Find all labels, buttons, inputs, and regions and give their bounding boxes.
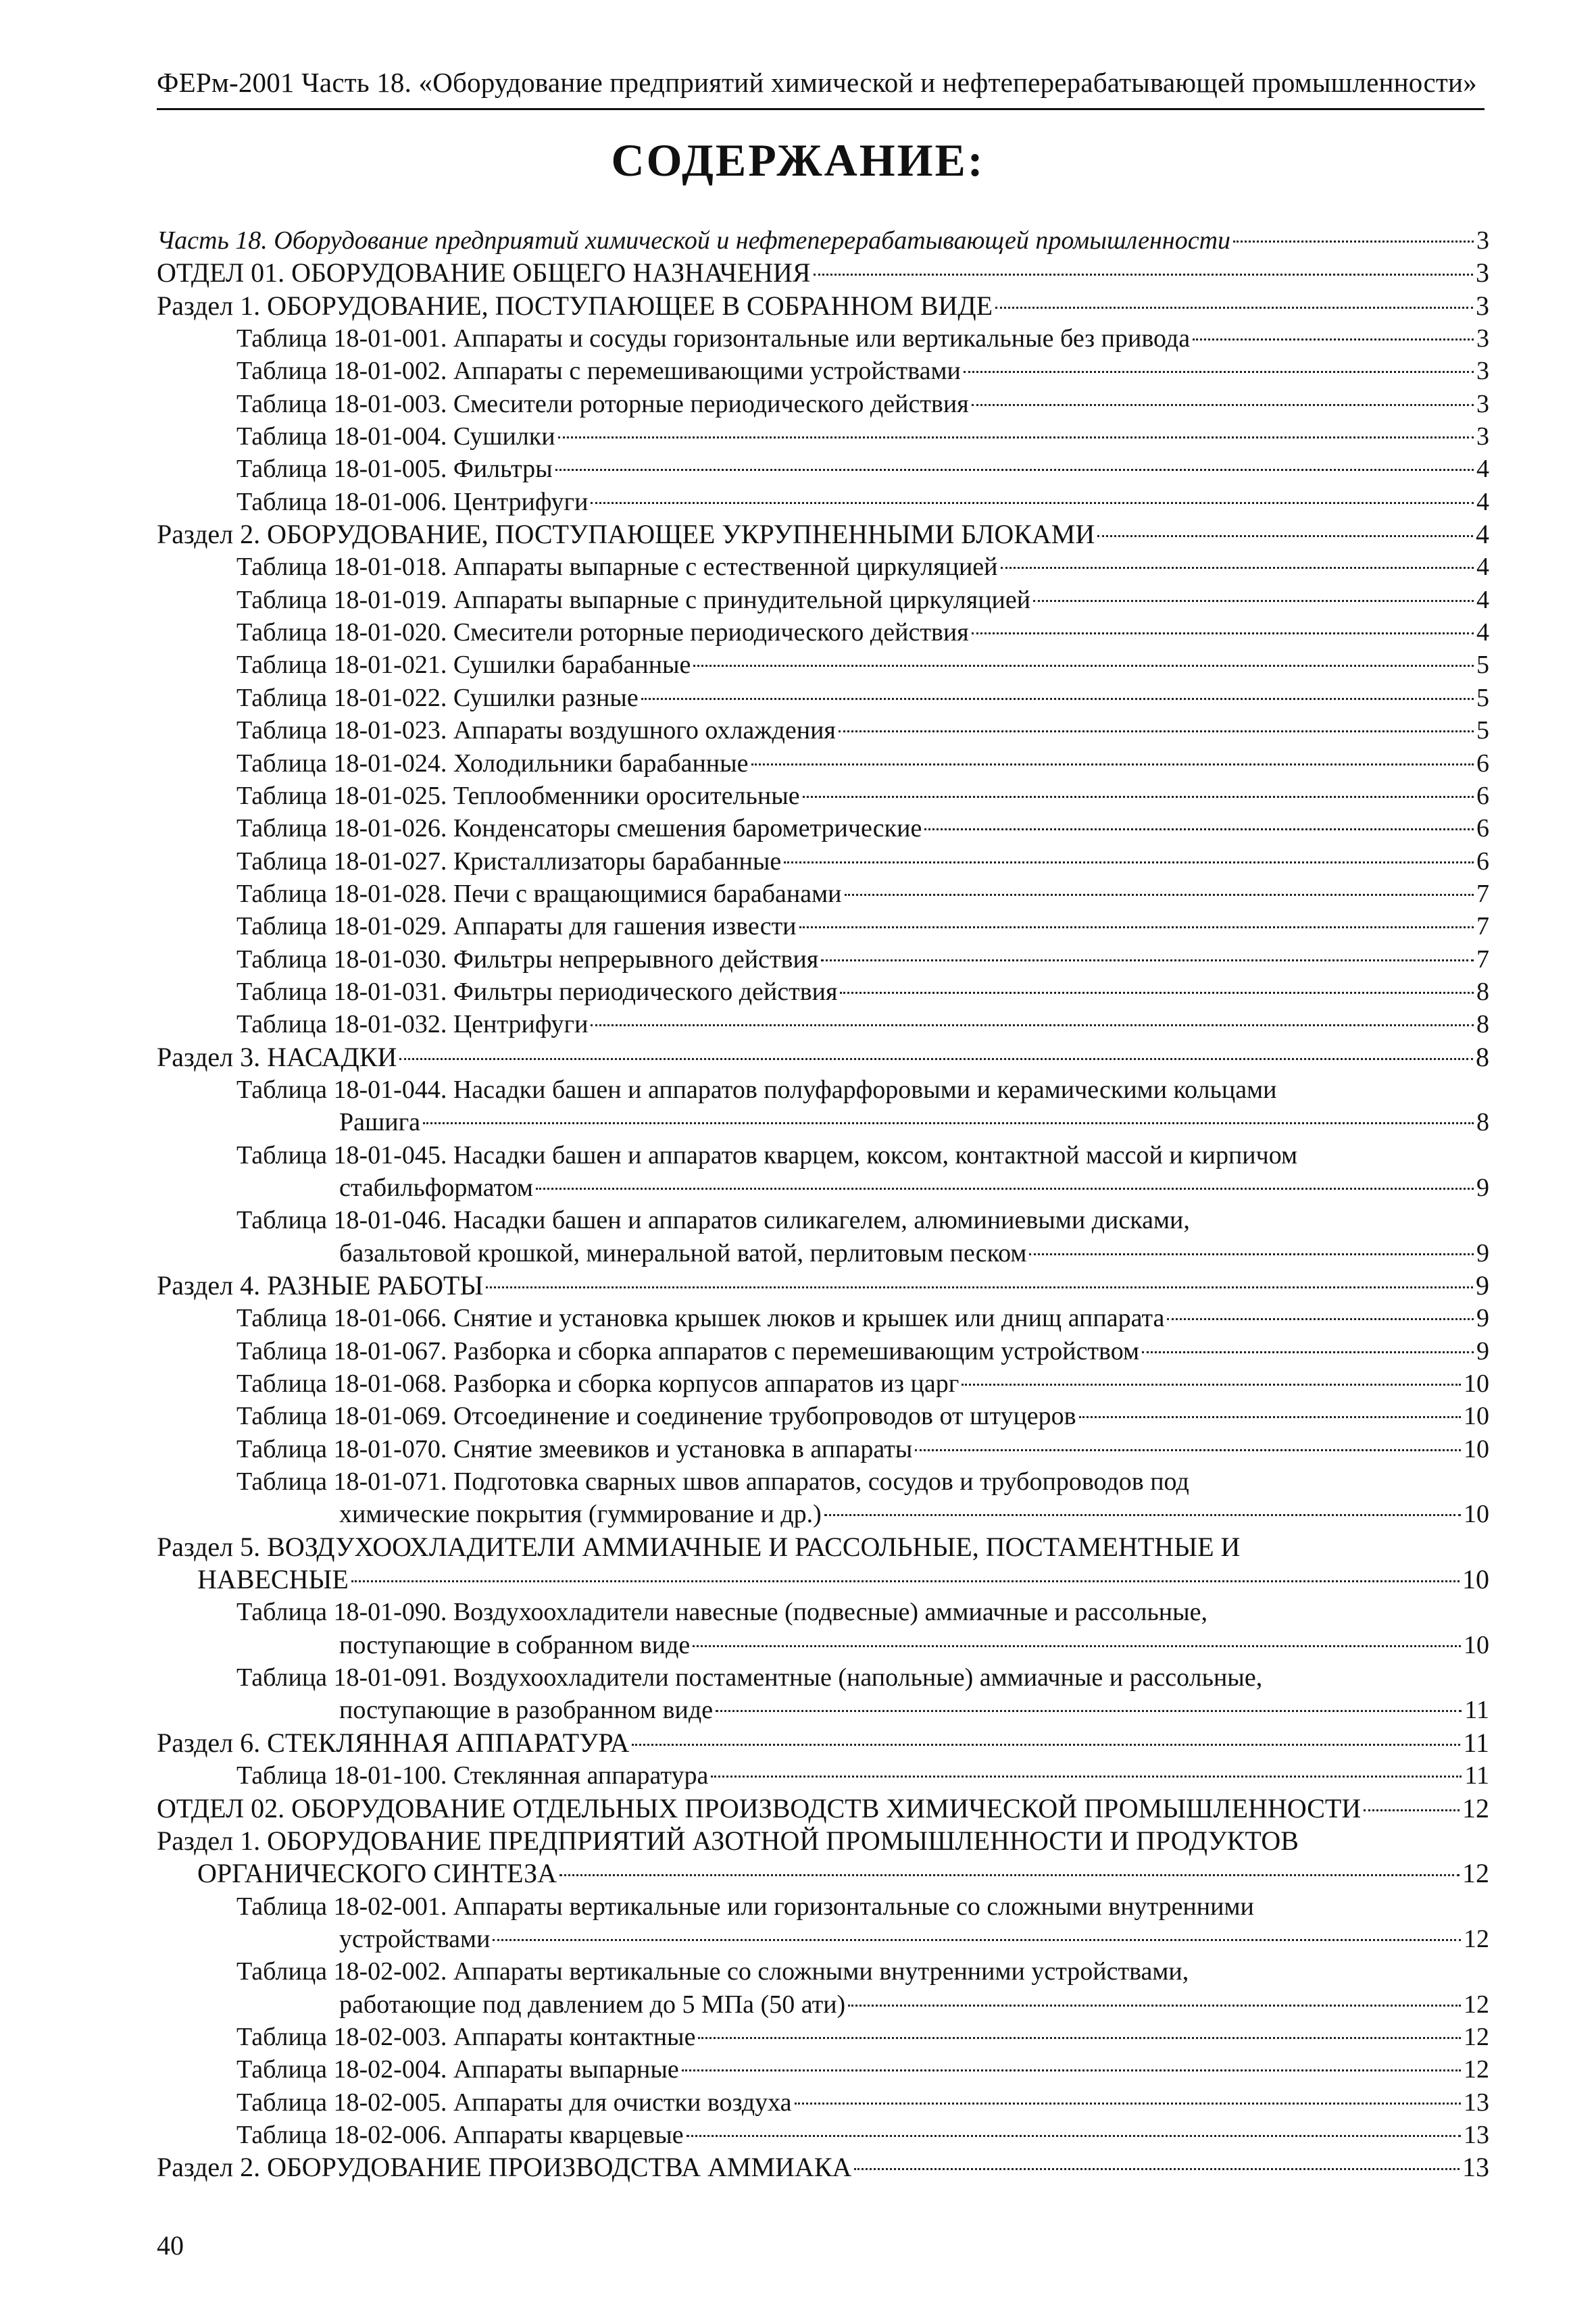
dot-leader	[493, 1939, 1461, 1941]
dot-leader	[1142, 1351, 1474, 1353]
toc-row	[0, 1269, 1596, 1302]
dot-leader	[591, 1024, 1474, 1026]
toc-entry-text: Раздел 1. ОБОРУДОВАНИЕ ПРЕДПРИЯТИЙ АЗОТНОЙ ПРОМЫШЛЕННОСТИ И ПРОДУКТОВ	[157, 1825, 1299, 1856]
toc-entry	[157, 1531, 1489, 1563]
toc-row	[0, 1465, 1596, 1498]
toc-entry	[236, 1008, 1489, 1040]
toc-row	[0, 1629, 1596, 1661]
toc-entry	[236, 1661, 1489, 1694]
toc-row	[0, 1531, 1596, 1563]
toc-entry-text: Таблица 18-01-022. Сушилки разные	[236, 683, 639, 712]
toc-entry-text: Таблица 18-01-032. Центрифуги	[236, 1010, 589, 1039]
toc-page-number: 10	[1462, 1564, 1489, 1595]
toc-row	[0, 1727, 1596, 1759]
toc-entry	[157, 1269, 1489, 1302]
toc-entry	[157, 518, 1489, 551]
toc-entry	[236, 420, 1489, 453]
page-title: СОДЕРЖАНИЕ:	[611, 134, 985, 186]
toc-entry-text: Таблица 18-01-067. Разборка и сборка аппаратов с перемешивающим устройством	[236, 1336, 1140, 1365]
toc-page-number: 3	[1476, 389, 1489, 418]
toc-row	[0, 257, 1596, 289]
toc-entry	[236, 1335, 1489, 1367]
toc-row	[0, 290, 1596, 322]
toc-row	[0, 1074, 1596, 1106]
toc-page-number: 8	[1476, 977, 1489, 1006]
dot-leader	[555, 469, 1474, 471]
dot-leader	[423, 1122, 1474, 1124]
toc-entry	[157, 1825, 1489, 1857]
toc-entry-text: Таблица 18-02-006. Аппараты кварцевые	[236, 2120, 684, 2149]
toc-row	[0, 1694, 1596, 1726]
toc-row	[0, 1923, 1596, 1955]
toc-row	[0, 649, 1596, 681]
toc-entry	[236, 1204, 1489, 1236]
toc-entry-text: химические покрытия (гуммирование и др.)	[339, 1500, 822, 1529]
toc-page-number: 11	[1464, 1761, 1489, 1790]
toc-page-number: 12	[1462, 1792, 1489, 1823]
dot-leader	[824, 1514, 1461, 1516]
toc-entry-text: Таблица 18-01-029. Аппараты для гашения извести	[236, 912, 797, 941]
dot-leader	[399, 1058, 1473, 1060]
toc-entry	[236, 878, 1489, 910]
toc-entry	[236, 976, 1489, 1008]
dot-leader	[814, 274, 1473, 276]
toc-entry	[236, 780, 1489, 812]
dot-leader	[1167, 1318, 1474, 1320]
running-header: ФЕРм-2001 Часть 18. «Оборудование предприятий химической и нефтеперерабатывающей промышленности»	[157, 67, 1477, 98]
dot-leader	[803, 796, 1474, 798]
toc-page-number: 10	[1464, 1630, 1489, 1659]
toc-page-number: 4	[1476, 455, 1489, 484]
dot-leader	[1029, 1253, 1474, 1255]
toc-page-number: 3	[1476, 226, 1489, 255]
toc-row	[0, 453, 1596, 485]
toc-page-number: 13	[1462, 2152, 1489, 2183]
toc-row	[0, 2053, 1596, 2086]
toc-entry	[157, 257, 1489, 289]
toc-page-number: 13	[1464, 2088, 1489, 2117]
toc-entry-text: Таблица 18-01-004. Сушилки	[236, 422, 555, 451]
toc-entry	[339, 1629, 1489, 1661]
toc-page-number: 10	[1464, 1434, 1489, 1463]
toc-entry	[236, 2086, 1489, 2119]
toc-row	[0, 812, 1596, 845]
toc-entry-text: Таблица 18-01-046. Насадки башен и аппаратов силикагелем, алюминиевыми дисками,	[236, 1206, 1190, 1235]
toc-entry	[236, 943, 1489, 976]
toc-entry-text: НАВЕСНЫЕ	[197, 1564, 349, 1595]
dot-leader	[698, 2037, 1461, 2039]
toc-row	[0, 224, 1596, 257]
toc-entry	[339, 1923, 1489, 1955]
toc-page-number: 12	[1464, 1924, 1489, 1953]
toc-entry-text: базальтовой крошкой, минеральной ватой, перлитовым песком	[339, 1238, 1027, 1267]
toc-row	[0, 1139, 1596, 1172]
toc-row	[0, 1988, 1596, 2021]
toc-page-number: 6	[1476, 847, 1489, 876]
toc-page-number: 9	[1476, 1173, 1489, 1202]
toc-entry	[339, 1172, 1489, 1204]
toc-entry-text: Таблица 18-02-001. Аппараты вертикальные или горизонтальные со сложными внутренними	[236, 1892, 1254, 1921]
toc-entry-text: Таблица 18-01-091. Воздухоохладители постаментные (напольные) аммиачные и рассольные,	[236, 1663, 1263, 1692]
dot-leader	[1193, 338, 1474, 341]
toc-entry	[197, 1563, 1489, 1596]
toc-entry-text: Таблица 18-01-023. Аппараты воздушного охлаждения	[236, 716, 836, 745]
toc-page-number: 10	[1464, 1500, 1489, 1529]
dot-leader	[972, 404, 1474, 406]
toc-row	[0, 616, 1596, 649]
toc-entry	[236, 616, 1489, 649]
toc-row	[0, 1433, 1596, 1465]
toc-entry-text: Раздел 5. ВОЗДУХООХЛАДИТЕЛИ АММИАЧНЫЕ И РАССОЛЬНЫЕ, ПОСТАМЕНТНЫЕ И	[157, 1531, 1241, 1562]
toc-entry-text: Раздел 2. ОБОРУДОВАНИЕ ПРОИЗВОДСТВА АММИАКА	[157, 2152, 852, 2183]
toc-entry	[236, 714, 1489, 747]
toc-page-number: 9	[1476, 1238, 1489, 1267]
toc-entry-text: Таблица 18-01-031. Фильтры периодического действия	[236, 977, 838, 1006]
toc-row	[0, 518, 1596, 551]
toc-page-number: 5	[1476, 683, 1489, 712]
dot-leader	[839, 730, 1474, 732]
toc-entry-text: Таблица 18-01-019. Аппараты выпарные с принудительной циркуляцией	[236, 585, 1031, 614]
dot-leader	[716, 1710, 1462, 1712]
toc-page-number: 3	[1476, 290, 1489, 321]
toc-row	[0, 2086, 1596, 2119]
toc-row	[0, 1204, 1596, 1236]
toc-row	[0, 1498, 1596, 1530]
toc-row	[0, 322, 1596, 355]
toc-page-number: 6	[1476, 781, 1489, 810]
dot-leader	[854, 2168, 1460, 2170]
toc-entry	[236, 1139, 1489, 1172]
toc-entry-text: Таблица 18-01-021. Сушилки барабанные	[236, 651, 691, 680]
dot-leader	[848, 2005, 1461, 2007]
toc-page-number: 12	[1464, 2022, 1489, 2051]
toc-page-number: 4	[1476, 487, 1489, 516]
toc-entry	[236, 1596, 1489, 1628]
dot-leader	[536, 1188, 1474, 1190]
toc-entry	[236, 1890, 1489, 1923]
toc-page-number: 3	[1476, 357, 1489, 386]
toc-row	[0, 1955, 1596, 1988]
toc-row	[0, 747, 1596, 780]
toc-row	[0, 1792, 1596, 1825]
dot-leader	[641, 698, 1474, 700]
toc-row	[0, 878, 1596, 910]
toc-page-number: 4	[1476, 585, 1489, 614]
toc-entry-text: Таблица 18-01-100. Стеклянная аппаратура	[236, 1761, 709, 1790]
toc-entry-text: Таблица 18-01-090. Воздухоохладители навесные (подвесные) аммиачные и рассольные,	[236, 1598, 1208, 1627]
toc-entry	[236, 1367, 1489, 1400]
dot-leader	[962, 1384, 1461, 1386]
toc-entry	[236, 355, 1489, 387]
toc-entry	[236, 649, 1489, 681]
toc-entry	[236, 322, 1489, 355]
toc-entry	[339, 1988, 1489, 2021]
toc-entry	[197, 1857, 1489, 1890]
dot-leader	[559, 1874, 1460, 1876]
toc-row	[0, 1825, 1596, 1857]
toc-row	[0, 1237, 1596, 1269]
toc-page-number: 8	[1476, 1010, 1489, 1039]
dot-leader	[1001, 567, 1474, 569]
toc-entry-text: ОРГАНИЧЕСКОГО СИНТЕЗА	[197, 1858, 557, 1889]
toc-row	[0, 976, 1596, 1008]
toc-row	[0, 780, 1596, 812]
dot-leader	[486, 1286, 1473, 1288]
toc-row	[0, 1302, 1596, 1334]
dot-leader	[687, 2135, 1461, 2137]
toc-row	[0, 1367, 1596, 1400]
toc-row	[0, 2021, 1596, 2053]
toc-page-number: 11	[1463, 1727, 1489, 1758]
toc-page-number: 8	[1476, 1108, 1489, 1137]
toc-row	[0, 910, 1596, 942]
toc-entry	[236, 1955, 1489, 1988]
toc-row	[0, 388, 1596, 420]
toc-entry	[236, 1302, 1489, 1334]
toc-row	[0, 845, 1596, 878]
toc-entry-text: Таблица 18-01-018. Аппараты выпарные с естественной циркуляцией	[236, 553, 998, 582]
toc-page-number: 3	[1476, 422, 1489, 451]
toc-page-number: 9	[1476, 1304, 1489, 1333]
toc-page-number: 3	[1476, 257, 1489, 288]
toc-row	[0, 1172, 1596, 1204]
toc-row	[0, 943, 1596, 976]
toc-entry	[157, 2151, 1489, 2184]
page-number: 40	[157, 2230, 184, 2261]
toc-entry-text: Таблица 18-02-005. Аппараты для очистки воздуха	[236, 2088, 792, 2117]
dot-leader	[1233, 241, 1474, 243]
toc-row	[0, 714, 1596, 747]
toc-entry	[236, 551, 1489, 583]
toc-page-number: 8	[1476, 1041, 1489, 1072]
toc-entry	[236, 1759, 1489, 1792]
toc-row	[0, 1759, 1596, 1792]
toc-entry	[236, 910, 1489, 942]
toc-page-number: 5	[1476, 716, 1489, 745]
dot-leader	[784, 861, 1474, 863]
toc-page-number: 6	[1476, 749, 1489, 778]
dot-leader	[1364, 1809, 1460, 1811]
toc-row	[0, 682, 1596, 714]
toc-page-number: 11	[1464, 1696, 1489, 1725]
toc-entry	[157, 224, 1489, 257]
dot-leader	[799, 926, 1474, 928]
toc-page-number: 4	[1476, 519, 1489, 550]
toc-entry	[236, 1433, 1489, 1465]
toc-page-number: 4	[1476, 553, 1489, 582]
toc-entry	[236, 486, 1489, 518]
toc-entry	[236, 747, 1489, 780]
dot-leader	[964, 371, 1474, 373]
toc-page-number: 12	[1464, 1990, 1489, 2019]
toc-entry-text: поступающие в разобранном виде	[339, 1696, 714, 1725]
toc-page-number: 12	[1464, 2055, 1489, 2084]
toc-page-number: 7	[1476, 912, 1489, 941]
toc-entry-text: Таблица 18-01-025. Теплообменники оросительные	[236, 781, 800, 810]
toc-entry	[236, 812, 1489, 845]
dot-leader	[995, 307, 1473, 309]
toc-entry-text: Таблица 18-01-003. Смесители роторные периодического действия	[236, 389, 969, 418]
dot-leader	[821, 959, 1474, 961]
toc-row	[0, 551, 1596, 583]
toc-page-number: 7	[1476, 945, 1489, 974]
toc-row	[0, 1008, 1596, 1040]
toc-entry-text: Таблица 18-01-068. Разборка и сборка корпусов аппаратов из царг	[236, 1369, 959, 1399]
toc-page-number: 9	[1476, 1336, 1489, 1365]
toc-row	[0, 584, 1596, 616]
toc-row	[0, 1400, 1596, 1432]
toc-entry	[236, 2021, 1489, 2053]
toc-row	[0, 1857, 1596, 1890]
toc-entry	[236, 1074, 1489, 1106]
toc-entry-text: Таблица 18-02-003. Аппараты контактные	[236, 2022, 696, 2051]
toc-entry-text: Раздел 6. СТЕКЛЯННАЯ АППАРАТУРА	[157, 1727, 630, 1758]
toc-entry-text: Таблица 18-01-005. Фильтры	[236, 455, 553, 484]
toc-entry	[236, 2119, 1489, 2151]
toc-entry	[236, 682, 1489, 714]
toc-entry-text: Таблица 18-01-069. Отсоединение и соединение трубопроводов от штуцеров	[236, 1402, 1076, 1431]
toc-entry-text: Таблица 18-01-066. Снятие и установка крышек люков и крышек или днищ аппарата	[236, 1304, 1165, 1333]
toc-entry-text: Таблица 18-01-028. Печи с вращающимися барабанами	[236, 879, 842, 908]
toc-entry-text: устройствами	[339, 1924, 491, 1953]
toc-page-number: 4	[1476, 618, 1489, 647]
toc-row	[0, 2151, 1596, 2184]
dot-leader	[558, 436, 1474, 438]
toc-row	[0, 2119, 1596, 2151]
toc-row	[0, 1596, 1596, 1628]
toc-page-number: 12	[1462, 1858, 1489, 1889]
toc-entry-text: Таблица 18-01-027. Кристаллизаторы барабанные	[236, 847, 782, 876]
toc-row	[0, 355, 1596, 387]
toc-entry-text: Часть 18. Оборудование предприятий химической и нефтеперерабатывающей промышленности	[157, 226, 1231, 255]
dot-leader	[751, 763, 1474, 765]
toc-entry	[157, 1727, 1489, 1759]
toc-entry	[236, 584, 1489, 616]
toc-entry	[236, 845, 1489, 878]
dot-leader	[711, 1776, 1462, 1778]
toc-entry-text: Раздел 2. ОБОРУДОВАНИЕ, ПОСТУПАЮЩЕЕ УКРУПНЕННЫМИ БЛОКАМИ	[157, 519, 1095, 550]
header-rule	[157, 108, 1485, 110]
dot-leader	[1079, 1416, 1461, 1418]
toc-entry	[339, 1106, 1489, 1138]
toc-entry-text: Таблица 18-01-001. Аппараты и сосуды горизонтальные или вертикальные без привода	[236, 324, 1191, 353]
toc-row	[0, 1335, 1596, 1367]
toc-row	[0, 1106, 1596, 1138]
toc-entry-text: Таблица 18-01-026. Конденсаторы смешения барометрические	[236, 814, 922, 843]
toc-page-number: 10	[1464, 1402, 1489, 1431]
dot-leader	[924, 828, 1474, 830]
toc-entry	[339, 1694, 1489, 1726]
toc-entry-text: Таблица 18-01-006. Центрифуги	[236, 487, 589, 516]
dot-leader	[845, 894, 1474, 896]
toc-row	[0, 486, 1596, 518]
toc-row	[0, 1041, 1596, 1074]
toc-entry	[157, 1792, 1489, 1825]
toc-page-number: 9	[1476, 1270, 1489, 1301]
toc-entry-text: Таблица 18-01-044. Насадки башен и аппаратов полуфарфоровыми и керамическими кольцами	[236, 1075, 1277, 1104]
toc-row	[0, 1563, 1596, 1596]
toc-page-number: 5	[1476, 651, 1489, 680]
toc-entry	[339, 1498, 1489, 1530]
toc-entry-text: Таблица 18-01-024. Холодильники барабанные	[236, 749, 749, 778]
toc-page-number: 7	[1476, 879, 1489, 908]
dot-leader	[351, 1580, 1460, 1582]
toc-entry	[236, 388, 1489, 420]
toc-entry-text: поступающие в собранном виде	[339, 1630, 691, 1659]
toc-entry-text: Таблица 18-01-045. Насадки башен и аппаратов кварцем, коксом, контактной массой и кирпичом	[236, 1140, 1298, 1169]
toc-entry-text: работающие под давлением до 5 МПа (50 ати)	[339, 1990, 846, 2019]
toc-entry	[339, 1237, 1489, 1269]
toc-page-number: 3	[1476, 324, 1489, 353]
toc-entry	[157, 1041, 1489, 1074]
toc-entry-text: Таблица 18-02-004. Аппараты выпарные	[236, 2055, 679, 2084]
toc-entry	[236, 2053, 1489, 2086]
dot-leader	[840, 992, 1474, 994]
toc-entry-text: Таблица 18-01-070. Снятие змеевиков и установка в аппараты	[236, 1434, 913, 1463]
dot-leader	[693, 665, 1474, 667]
toc-entry	[236, 453, 1489, 485]
dot-leader	[591, 502, 1474, 504]
dot-leader	[915, 1449, 1461, 1451]
toc-row	[0, 420, 1596, 453]
toc-entry-text: Таблица 18-01-020. Смесители роторные периодического действия	[236, 618, 969, 647]
dot-leader	[632, 1744, 1460, 1746]
dot-leader	[1033, 600, 1474, 602]
toc-entry-text: ОТДЕЛ 01. ОБОРУДОВАНИЕ ОБЩЕГО НАЗНАЧЕНИЯ	[157, 257, 811, 288]
toc-entry	[236, 1465, 1489, 1498]
toc-entry-text: Рашига	[339, 1108, 421, 1137]
toc-page-number: 13	[1464, 2120, 1489, 2149]
toc-entry-text: стабильформатом	[339, 1173, 533, 1202]
toc-page-number: 10	[1464, 1369, 1489, 1399]
toc-entry-text: Таблица 18-02-002. Аппараты вертикальные со сложными внутренними устройствами,	[236, 1957, 1189, 1986]
toc-entry-text: Таблица 18-01-002. Аппараты с перемешивающими устройствами	[236, 357, 961, 386]
dot-leader	[795, 2103, 1461, 2105]
dot-leader	[693, 1645, 1461, 1647]
toc-row	[0, 1661, 1596, 1694]
table-of-contents	[0, 224, 1596, 2184]
dot-leader	[682, 2069, 1461, 2071]
toc-entry	[157, 290, 1489, 322]
toc-entry	[236, 1400, 1489, 1432]
toc-entry-text: Раздел 1. ОБОРУДОВАНИЕ, ПОСТУПАЮЩЕЕ В СОБРАННОМ ВИДЕ	[157, 290, 993, 321]
toc-entry-text: Таблица 18-01-071. Подготовка сварных швов аппаратов, сосудов и трубопроводов под	[236, 1467, 1189, 1496]
toc-entry-text: ОТДЕЛ 02. ОБОРУДОВАНИЕ ОТДЕЛЬНЫХ ПРОИЗВОДСТВ ХИМИЧЕСКОЙ ПРОМЫШЛЕННОСТИ	[157, 1792, 1362, 1823]
toc-page-number: 6	[1476, 814, 1489, 843]
toc-entry-text: Таблица 18-01-030. Фильтры непрерывного действия	[236, 945, 819, 974]
dot-leader	[1097, 535, 1473, 537]
toc-entry-text: Раздел 3. НАСАДКИ	[157, 1041, 397, 1072]
toc-row	[0, 1890, 1596, 1923]
toc-entry-text: Раздел 4. РАЗНЫЕ РАБОТЫ	[157, 1270, 484, 1301]
dot-leader	[972, 632, 1474, 634]
